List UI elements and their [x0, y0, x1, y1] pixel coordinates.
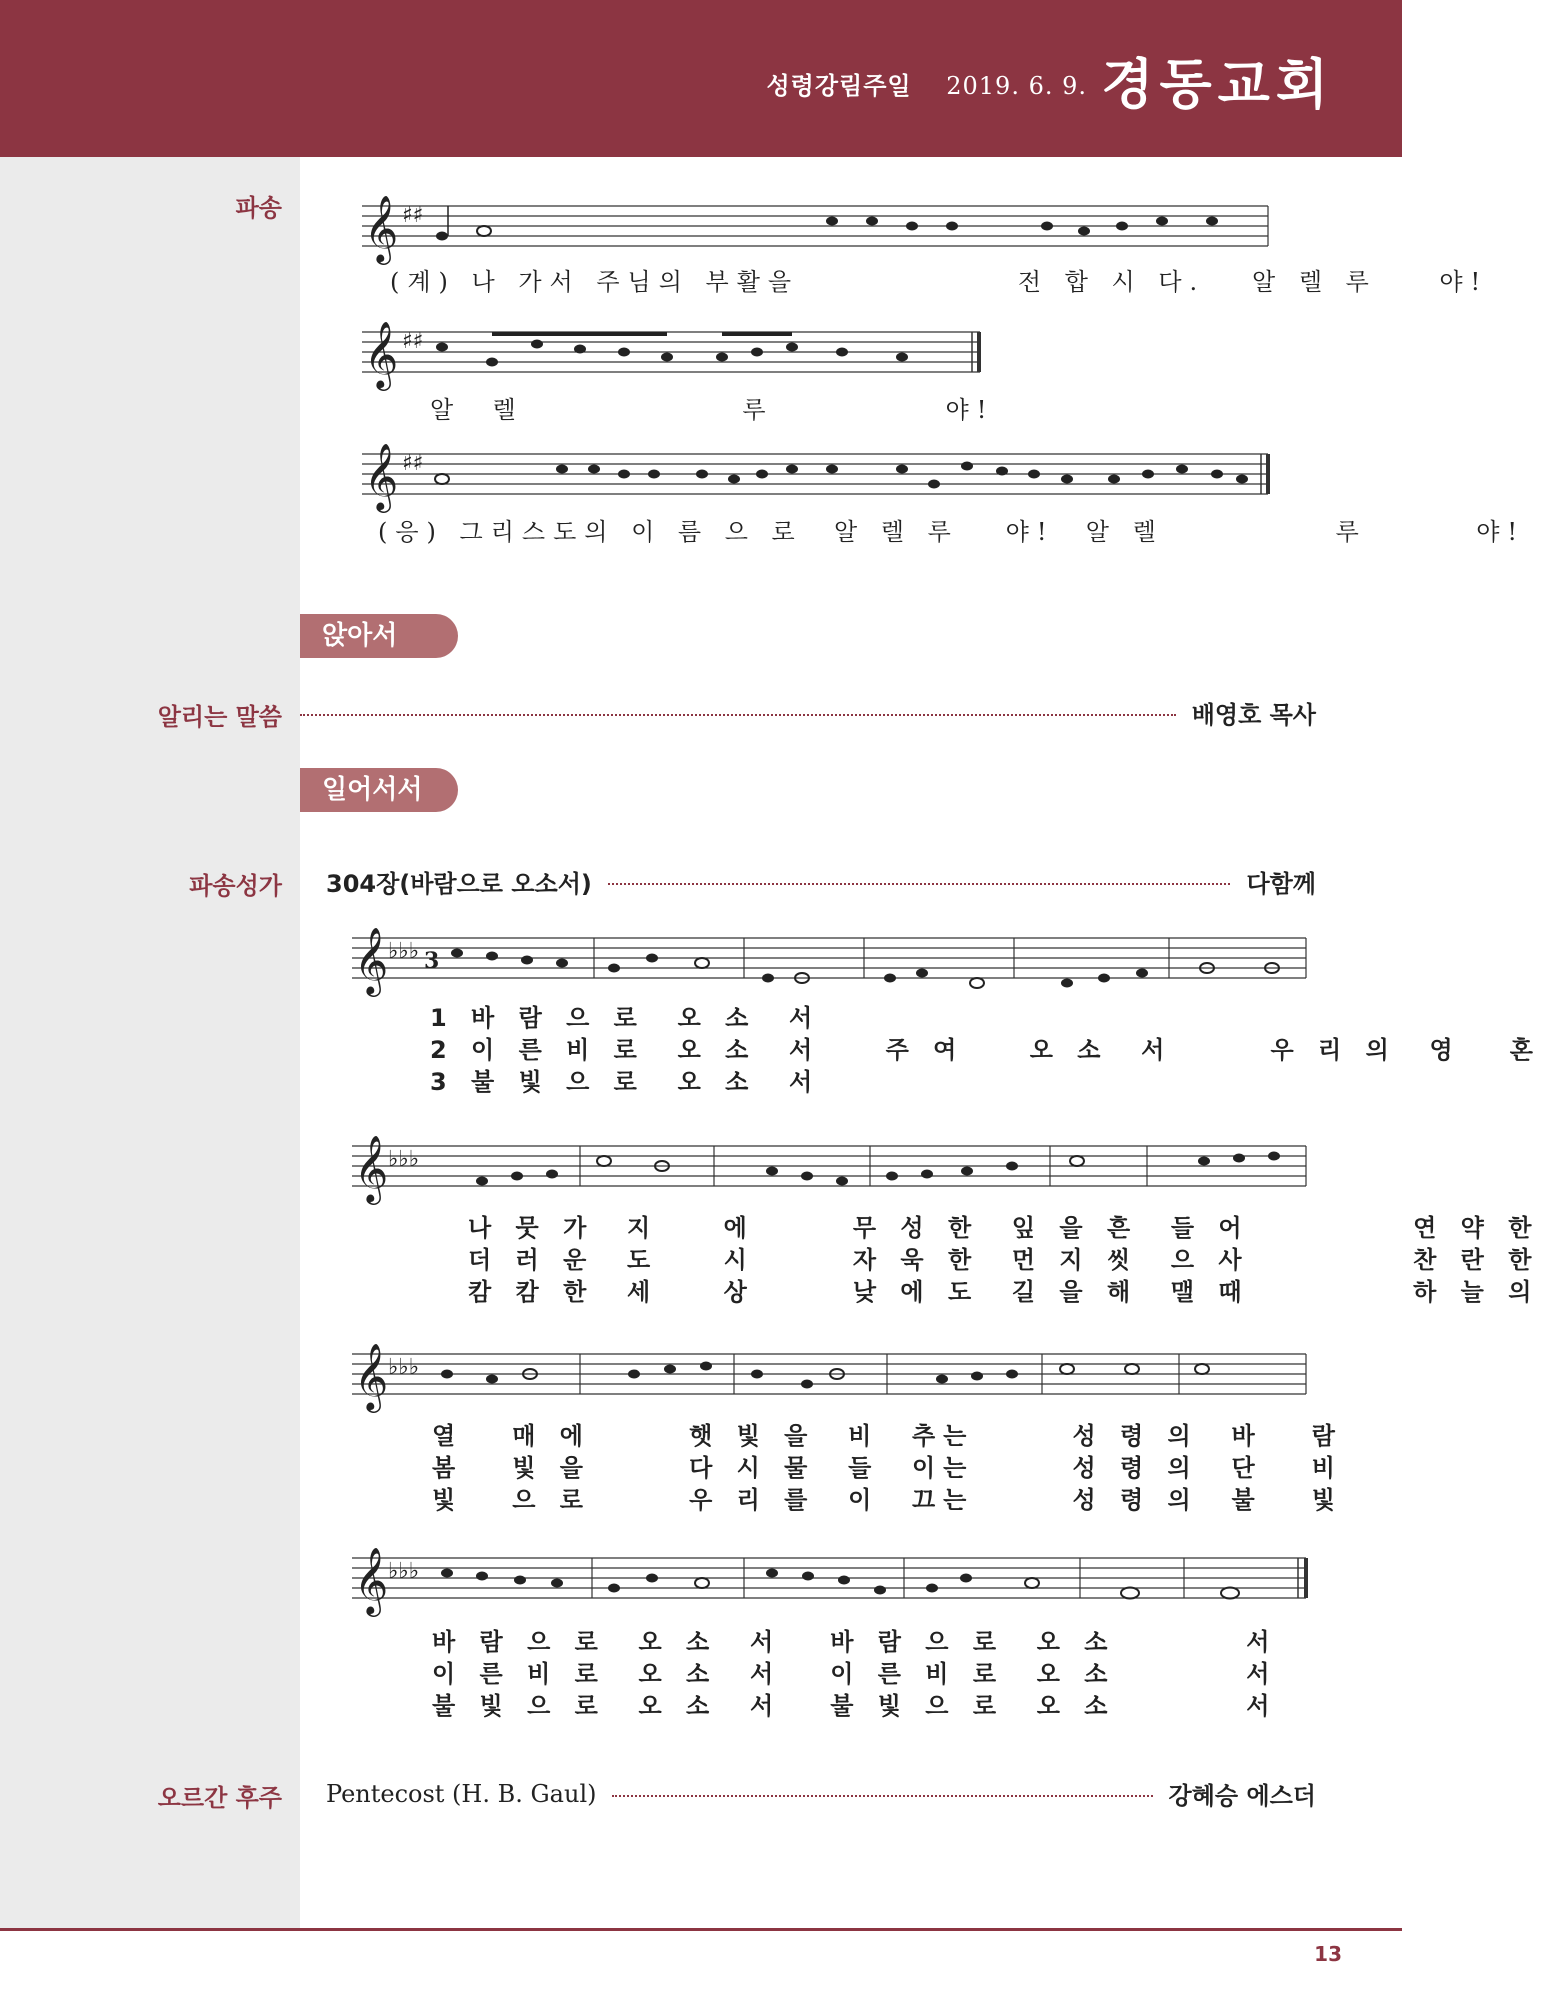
time-signature: 3	[424, 948, 440, 974]
flat-icon: ♭♭♭	[388, 1147, 420, 1172]
hymn-row	[326, 864, 1316, 899]
treble-clef-icon: 𝄞	[354, 1546, 389, 1614]
page-number: 13	[1314, 1942, 1342, 1966]
header-event: 성령강림주일	[766, 72, 912, 100]
leader-dots	[612, 1795, 1152, 1797]
hymn-lyric-3-verse1: 열 매 에 햇 빛 을 비 추는 성 령 의 바 람	[432, 1422, 1343, 1450]
hymn-lyric-3-verse2: 봄 빛 을 다 시 물 들 이는 성 령 의 단 비	[432, 1454, 1343, 1482]
hymn-staff-3	[352, 1342, 1308, 1410]
church-logo: 경동교회	[1101, 53, 1334, 116]
hymn-staff-1	[352, 926, 1308, 994]
hymn-performer: 다함께	[1246, 870, 1316, 898]
flat-icon: ♭♭♭	[388, 1559, 420, 1584]
hymn-lyric-1-verse1: 1 바 람 으 로 오 소 서	[430, 1004, 821, 1032]
announce-row	[300, 695, 1316, 730]
pasong-lyric-2: 알 렐 루 야!	[430, 396, 995, 424]
footer-rule	[0, 1928, 1402, 1931]
left-margin-column	[0, 157, 300, 1929]
section-label-announce: 알리는 말씀	[157, 703, 282, 731]
hymn-staff-2	[352, 1134, 1308, 1202]
hymn-lyric-3-verse3: 빛 으 로 우 리 를 이 끄는 성 령 의 불 빛	[432, 1486, 1343, 1514]
treble-clef-icon: 𝄞	[364, 442, 399, 510]
hymn-lyric-4-verse1: 바 람 으 로 오 소 서 바 람 으 로 오 소 서	[432, 1628, 1278, 1656]
hymn-lyric-1-verse3: 3 불 빛 으 로 오 소 서	[430, 1068, 821, 1096]
leader-dots	[300, 714, 1176, 716]
header-date: 2019. 6. 9.	[946, 72, 1087, 100]
treble-clef-icon: 𝄞	[364, 320, 399, 388]
page-header	[0, 0, 1402, 157]
hymn-lyric-2-verse2: 더 러 운 도 시 자 욱 한 먼 지 씻 으 사 찬 란 한	[468, 1246, 1540, 1274]
leader-dots	[608, 883, 1231, 885]
treble-clef-icon: 𝄞	[354, 1134, 389, 1202]
header-meta	[766, 66, 1087, 101]
pasong-lyric-3: (응) 그리스도의 이 름 으 로 알 렐 루 야! 알 렐 루 야!	[378, 518, 1526, 546]
hymn-title: 304장(바람으로 오소서)	[326, 870, 592, 898]
section-label-pasong: 파송	[235, 194, 282, 222]
pasong-staff-3	[362, 442, 1272, 510]
sharp-icon: ♯♯	[402, 451, 424, 476]
postlude-performer: 강혜승 에스더	[1168, 1782, 1316, 1810]
pasong-staff-2	[362, 320, 982, 388]
postlude-title: Pentecost (H. B. Gaul)	[326, 1779, 597, 1808]
section-label-hymn: 파송성가	[189, 872, 282, 900]
hymn-lyric-4-verse2: 이 른 비 로 오 소 서 이 른 비 로 오 소 서	[432, 1660, 1278, 1688]
announce-speaker: 배영호 목사	[1191, 701, 1316, 729]
posture-sit-badge: 앉아서	[300, 614, 458, 658]
flat-icon: ♭♭♭	[388, 1355, 420, 1380]
hymn-lyric-2-verse3: 캄 캄 한 세 상 낮 에 도 길 을 해 맬 때 하 늘 의	[468, 1278, 1540, 1306]
hymn-lyric-4-verse3: 불 빛 으 로 오 소 서 불 빛 으 로 오 소 서	[432, 1692, 1278, 1720]
hymn-lyric-2-verse1: 나 뭇 가 지 에 무 성 한 잎 을 흔 들 어 연 약 한	[468, 1214, 1540, 1242]
pasong-lyric-1: (계) 나 가서 주님의 부활을 전 합 시 다. 알 렐 루 야!	[390, 268, 1489, 296]
postlude-row	[326, 1776, 1316, 1811]
treble-clef-icon: 𝄞	[354, 926, 389, 994]
posture-stand-badge: 일어서서	[300, 768, 458, 812]
flat-icon: ♭♭♭	[388, 939, 420, 964]
hymn-staff-4	[352, 1546, 1308, 1614]
pasong-staff-1	[362, 194, 1272, 262]
section-label-postlude: 오르간 후주	[157, 1784, 282, 1812]
sharp-icon: ♯♯	[402, 329, 424, 354]
treble-clef-icon: 𝄞	[364, 194, 399, 262]
treble-clef-icon: 𝄞	[354, 1342, 389, 1410]
hymn-lyric-1-verse2: 2 이 른 비 로 오 소 서 주 여 오 소 서 우 리 의 영 혼	[430, 1036, 1541, 1064]
sharp-icon: ♯♯	[402, 203, 424, 228]
